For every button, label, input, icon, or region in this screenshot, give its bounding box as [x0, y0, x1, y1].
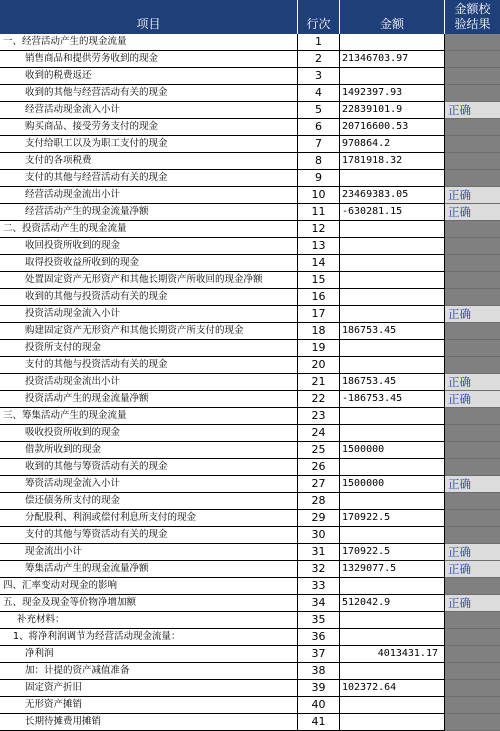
check-result-cell[interactable] [445, 425, 500, 442]
amount-cell[interactable] [340, 306, 445, 323]
item-cell[interactable]: 分配股利、利润或偿付利息所支付的现金 [0, 510, 298, 527]
table-row [0, 459, 500, 476]
line-no-cell[interactable]: 12 [298, 221, 340, 238]
check-result-cell[interactable]: 正确 [445, 561, 500, 578]
check-result-cell[interactable] [445, 170, 500, 187]
table-row [0, 714, 500, 731]
line-no-cell[interactable]: 22 [298, 391, 340, 408]
table-row [0, 289, 500, 306]
item-cell[interactable]: 支付的其他与筹资活动有关的现金 [0, 527, 298, 544]
item-cell[interactable]: 无形资产摊销 [0, 697, 298, 714]
table-row [0, 425, 500, 442]
item-cell[interactable]: 偿还债务所支付的现金 [0, 493, 298, 510]
item-cell[interactable]: 购建固定资产无形资产和其他长期资产所支付的现金 [0, 323, 298, 340]
table-row [0, 119, 500, 136]
item-cell[interactable]: 处置固定资产无形资产和其他长期资产所收回的现金净额 [0, 272, 298, 289]
item-cell[interactable]: 五、现金及现金等价物净增加额 [0, 595, 298, 612]
check-result-cell[interactable] [445, 527, 500, 544]
item-cell[interactable]: 固定资产折旧 [0, 680, 298, 697]
item-cell[interactable]: 收到的税费返还 [0, 68, 298, 85]
amount-cell[interactable] [340, 663, 445, 680]
line-no-cell[interactable]: 20 [298, 357, 340, 374]
amount-cell[interactable] [340, 425, 445, 442]
line-no-cell[interactable]: 39 [298, 680, 340, 697]
header-line-no: 行次 [298, 0, 340, 34]
amount-cell[interactable] [340, 238, 445, 255]
line-no-cell[interactable]: 27 [298, 476, 340, 493]
table-row [0, 136, 500, 153]
table-row [0, 595, 500, 612]
table-row [0, 408, 500, 425]
table-row [0, 170, 500, 187]
amount-cell[interactable] [340, 714, 445, 731]
check-result-cell[interactable] [445, 578, 500, 595]
amount-cell[interactable] [340, 340, 445, 357]
check-result-cell[interactable] [445, 34, 500, 51]
check-result-cell[interactable] [445, 272, 500, 289]
check-result-cell[interactable] [445, 340, 500, 357]
item-cell[interactable]: 收到的其他与投资活动有关的现金 [0, 289, 298, 306]
check-result-cell[interactable]: 正确 [445, 544, 500, 561]
table-row [0, 697, 500, 714]
line-no-cell[interactable]: 26 [298, 459, 340, 476]
check-result-cell[interactable] [445, 680, 500, 697]
check-result-cell[interactable]: 正确 [445, 306, 500, 323]
amount-cell[interactable] [340, 493, 445, 510]
table-row [0, 34, 500, 51]
check-result-cell[interactable] [445, 238, 500, 255]
check-result-cell[interactable] [445, 697, 500, 714]
check-result-cell[interactable] [445, 646, 500, 663]
line-no-cell[interactable]: 36 [298, 629, 340, 646]
table-row [0, 612, 500, 629]
item-cell[interactable]: 销售商品和提供劳务收到的现金 [0, 51, 298, 68]
check-result-cell[interactable] [445, 68, 500, 85]
line-no-cell[interactable]: 3 [298, 68, 340, 85]
line-no-cell[interactable]: 1 [298, 34, 340, 51]
check-result-cell[interactable] [445, 510, 500, 527]
check-result-cell[interactable] [445, 442, 500, 459]
line-no-cell[interactable]: 23 [298, 408, 340, 425]
amount-cell[interactable]: 1781918.32 [340, 153, 445, 170]
table-row [0, 255, 500, 272]
item-cell[interactable]: 支付的其他与投资活动有关的现金 [0, 357, 298, 374]
amount-cell[interactable]: 22839101.9 [340, 102, 445, 119]
item-cell[interactable]: 1、将净利润调节为经营活动现金流量： [0, 629, 298, 646]
item-cell[interactable]: 收到的其他与筹资活动有关的现金 [0, 459, 298, 476]
check-result-cell[interactable] [445, 51, 500, 68]
header-item: 项目 [0, 0, 298, 34]
item-cell[interactable]: 收回投资所收到的现金 [0, 238, 298, 255]
item-cell[interactable]: 支付的其他与经营活动有关的现金 [0, 170, 298, 187]
amount-cell[interactable]: 1329077.5 [340, 561, 445, 578]
table-row [0, 272, 500, 289]
table-row [0, 646, 500, 663]
item-cell[interactable]: 筹集活动产生的现金流量净额 [0, 561, 298, 578]
check-result-cell[interactable] [445, 136, 500, 153]
check-result-cell[interactable]: 正确 [445, 204, 500, 221]
item-cell[interactable]: 购买商品、接受劳务支付的现金 [0, 119, 298, 136]
line-no-cell[interactable]: 25 [298, 442, 340, 459]
line-no-cell[interactable]: 19 [298, 340, 340, 357]
amount-cell[interactable] [340, 408, 445, 425]
amount-cell[interactable] [340, 697, 445, 714]
table-row [0, 476, 500, 493]
table-row [0, 493, 500, 510]
line-no-cell[interactable]: 34 [298, 595, 340, 612]
line-no-cell[interactable]: 16 [298, 289, 340, 306]
line-no-cell[interactable]: 11 [298, 204, 340, 221]
line-no-cell[interactable]: 4 [298, 85, 340, 102]
check-result-cell[interactable]: 正确 [445, 476, 500, 493]
item-cell[interactable]: 投资活动现金流入小计 [0, 306, 298, 323]
item-cell[interactable]: 支付的各项税费 [0, 153, 298, 170]
check-result-cell[interactable] [445, 221, 500, 238]
line-no-cell[interactable]: 37 [298, 646, 340, 663]
amount-cell[interactable]: 512042.9 [340, 595, 445, 612]
table-row [0, 578, 500, 595]
line-no-cell[interactable]: 40 [298, 697, 340, 714]
item-cell[interactable]: 三、筹集活动产生的现金流量 [0, 408, 298, 425]
item-cell[interactable]: 投资活动现金流出小计 [0, 374, 298, 391]
item-cell[interactable]: 借款所收到的现金 [0, 442, 298, 459]
check-result-cell[interactable]: 正确 [445, 391, 500, 408]
amount-cell[interactable] [340, 34, 445, 51]
item-cell[interactable]: 加：计提的资产减值准备 [0, 663, 298, 680]
line-no-cell[interactable]: 13 [298, 238, 340, 255]
line-no-cell[interactable]: 30 [298, 527, 340, 544]
amount-cell[interactable] [340, 578, 445, 595]
item-cell[interactable]: 筹资活动现金流入小计 [0, 476, 298, 493]
amount-cell[interactable] [340, 527, 445, 544]
amount-cell[interactable] [340, 629, 445, 646]
line-no-cell[interactable]: 41 [298, 714, 340, 731]
line-no-cell[interactable]: 18 [298, 323, 340, 340]
check-result-cell[interactable]: 正确 [445, 595, 500, 612]
line-no-cell[interactable]: 21 [298, 374, 340, 391]
check-result-cell[interactable] [445, 119, 500, 136]
line-no-cell[interactable]: 29 [298, 510, 340, 527]
amount-cell[interactable]: 1492397.93 [340, 85, 445, 102]
line-no-cell[interactable]: 8 [298, 153, 340, 170]
line-no-cell[interactable]: 33 [298, 578, 340, 595]
line-no-cell[interactable]: 7 [298, 136, 340, 153]
table-row [0, 680, 500, 697]
table-row [0, 544, 500, 561]
check-result-cell[interactable] [445, 255, 500, 272]
table-row [0, 187, 500, 204]
line-no-cell[interactable]: 35 [298, 612, 340, 629]
table-row [0, 204, 500, 221]
item-cell[interactable]: 支付给职工以及为职工支付的现金 [0, 136, 298, 153]
line-no-cell[interactable]: 9 [298, 170, 340, 187]
check-result-cell[interactable]: 正确 [445, 102, 500, 119]
amount-cell[interactable] [340, 289, 445, 306]
amount-cell[interactable]: 170922.5 [340, 544, 445, 561]
table-row [0, 561, 500, 578]
item-cell[interactable]: 经营活动现金流入小计 [0, 102, 298, 119]
amount-cell[interactable]: 1500000 [340, 442, 445, 459]
table-row [0, 51, 500, 68]
item-cell[interactable]: 长期待摊费用摊销 [0, 714, 298, 731]
item-cell[interactable]: 收到的其他与经营活动有关的现金 [0, 85, 298, 102]
amount-cell[interactable] [340, 272, 445, 289]
line-no-cell[interactable]: 6 [298, 119, 340, 136]
line-no-cell[interactable]: 2 [298, 51, 340, 68]
amount-cell[interactable]: 970864.2 [340, 136, 445, 153]
amount-cell[interactable]: 23469383.05 [340, 187, 445, 204]
item-cell[interactable]: 二、投资活动产生的现金流量 [0, 221, 298, 238]
table-row [0, 221, 500, 238]
amount-cell[interactable]: 21346703.97 [340, 51, 445, 68]
table-row [0, 323, 500, 340]
item-cell[interactable]: 取得投资收益所收到的现金 [0, 255, 298, 272]
amount-cell[interactable] [340, 221, 445, 238]
check-result-cell[interactable]: 正确 [445, 374, 500, 391]
header-check-result: 金额校 验结果 [445, 0, 500, 34]
check-result-cell[interactable] [445, 408, 500, 425]
check-result-cell[interactable] [445, 714, 500, 731]
table-row [0, 357, 500, 374]
amount-cell[interactable]: 1500000 [340, 476, 445, 493]
table-row [0, 68, 500, 85]
header-amount: 金额 [340, 0, 445, 34]
table-row [0, 102, 500, 119]
table-row [0, 85, 500, 102]
line-no-cell[interactable]: 15 [298, 272, 340, 289]
check-result-cell[interactable]: 正确 [445, 187, 500, 204]
amount-cell[interactable] [340, 255, 445, 272]
table-row [0, 510, 500, 527]
amount-cell[interactable] [340, 612, 445, 629]
line-no-cell[interactable]: 24 [298, 425, 340, 442]
line-no-cell[interactable]: 32 [298, 561, 340, 578]
item-cell[interactable]: 一、经营活动产生的现金流量 [0, 34, 298, 51]
amount-cell[interactable] [340, 68, 445, 85]
table-row [0, 306, 500, 323]
item-cell[interactable]: 投资活动产生的现金流量净额 [0, 391, 298, 408]
table-row [0, 663, 500, 680]
item-cell[interactable]: 经营活动产生的现金流量净额 [0, 204, 298, 221]
table-row [0, 340, 500, 357]
check-result-cell[interactable] [445, 85, 500, 102]
line-no-cell[interactable]: 38 [298, 663, 340, 680]
item-cell[interactable]: 净利润 [0, 646, 298, 663]
item-cell[interactable]: 吸收投资所收到的现金 [0, 425, 298, 442]
check-result-cell[interactable] [445, 357, 500, 374]
amount-cell[interactable]: 20716600.53 [340, 119, 445, 136]
line-no-cell[interactable]: 28 [298, 493, 340, 510]
table-row [0, 374, 500, 391]
item-cell[interactable]: 投资所支付的现金 [0, 340, 298, 357]
check-result-cell[interactable] [445, 493, 500, 510]
line-no-cell[interactable]: 10 [298, 187, 340, 204]
line-no-cell[interactable]: 17 [298, 306, 340, 323]
check-result-cell[interactable] [445, 289, 500, 306]
table-row [0, 527, 500, 544]
amount-cell[interactable]: 170922.5 [340, 510, 445, 527]
check-result-cell[interactable] [445, 459, 500, 476]
table-row [0, 629, 500, 646]
check-result-cell[interactable] [445, 323, 500, 340]
amount-cell[interactable]: 186753.45 [340, 323, 445, 340]
amount-cell[interactable]: 186753.45 [340, 374, 445, 391]
amount-cell[interactable]: -630281.15 [340, 204, 445, 221]
amount-cell[interactable] [340, 459, 445, 476]
line-no-cell[interactable]: 14 [298, 255, 340, 272]
check-result-cell[interactable] [445, 153, 500, 170]
item-cell[interactable]: 补充材料： [0, 612, 298, 629]
table-row [0, 442, 500, 459]
item-cell[interactable]: 经营活动现金流出小计 [0, 187, 298, 204]
amount-cell[interactable]: 102372.64 [340, 680, 445, 697]
amount-cell[interactable]: 4013431.17 [340, 646, 445, 663]
amount-cell[interactable] [340, 357, 445, 374]
check-result-cell[interactable] [445, 629, 500, 646]
line-no-cell[interactable]: 5 [298, 102, 340, 119]
amount-cell[interactable]: -186753.45 [340, 391, 445, 408]
check-result-cell[interactable] [445, 612, 500, 629]
item-cell[interactable]: 现金流出小计 [0, 544, 298, 561]
amount-cell[interactable] [340, 170, 445, 187]
item-cell[interactable]: 四、汇率变动对现金的影响 [0, 578, 298, 595]
table-row [0, 238, 500, 255]
table-row [0, 153, 500, 170]
check-result-cell[interactable] [445, 663, 500, 680]
table-row [0, 391, 500, 408]
line-no-cell[interactable]: 31 [298, 544, 340, 561]
